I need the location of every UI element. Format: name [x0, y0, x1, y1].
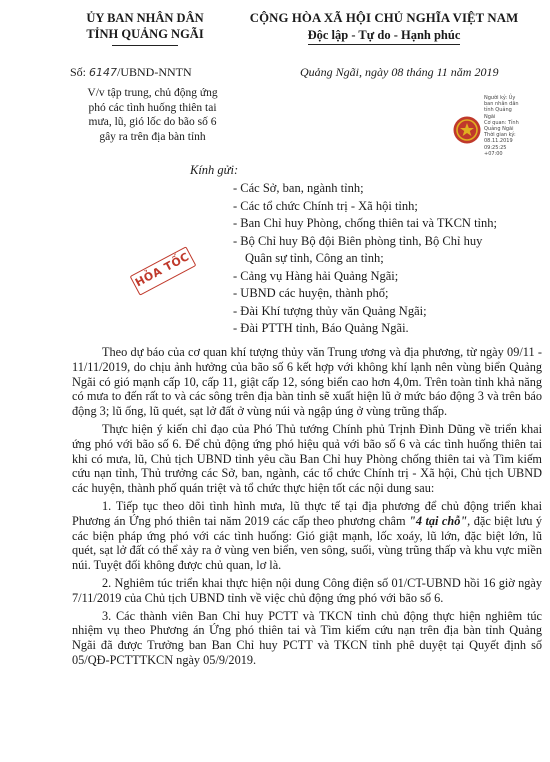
- sig-line-6: Quảng Ngãi: [484, 126, 514, 133]
- recipient-item: - Các tổ chức Chính trị - Xã hội tỉnh;: [233, 198, 418, 213]
- document-body: [72, 345, 542, 671]
- digital-signature-block: [452, 95, 547, 175]
- sig-line-5: Cơ quan: Tỉnh: [484, 119, 519, 126]
- national-heading: [228, 10, 540, 45]
- nation-title: CỘNG HÒA XÃ HỘI CHỦ NGHĨA VIỆT NAM: [249, 11, 519, 25]
- recipient-item: - Đài PTTH tỉnh, Báo Quảng Ngãi.: [233, 321, 409, 335]
- subject-summary: [70, 86, 235, 144]
- urgent-stamp-text: HỎA TỐC: [133, 250, 192, 290]
- doc-number-handwritten: 6147: [89, 66, 118, 79]
- body-paragraph-item-3: 3. Các thành viên Ban Chỉ huy PCTT và TKCN tỉnh chủ động thực hiện nghiêm túc nhiệm vụ theo Phương án Ứng phó thiên tai và Tìm kiếm cứu nạn trên địa bàn tỉnh Quảng Ngãi đã được Trưởng ban Ban Chỉ huy PCTT và TKCN tỉnh phê duyệt tại Quyết định số 05/QĐ-PCTTTKCN ngày 05/9/2019.: [72, 608, 542, 667]
- recipient-item: - Đài Khí tượng thủy văn Quảng Ngãi;: [233, 303, 427, 318]
- item-1-text-a: 1. Tiếp tục theo dõi tình hình mưa, lũ thực tế tại địa phương để chủ động triển khai Phương án Ứng phó thiên tai năm 2019 các cấp theo phương châm: [72, 498, 542, 528]
- sig-line-2: ban nhân dân: [484, 101, 519, 108]
- document-number: [70, 65, 192, 80]
- subject-line-2: phó các tình huống thiên tai: [88, 101, 217, 114]
- recipient-item-continued: Quân sự tỉnh, Công an tỉnh;: [245, 251, 384, 265]
- item-1-text-b: , đặc biệt lưu ý các biện pháp ứng phó với các tình huống: Gió giật mạnh, lốc xoáy, lũ lớn, đặc biệt lớn, lũ quét, sạt lở đất có thể xảy ra ở vùng ven biển, ven sông, suối, vùng trũng thấp và khu vực miền núi. Tuyệt đối không được chủ quan, lơ là.: [72, 513, 542, 573]
- sig-line-4: Ngãi: [484, 113, 496, 120]
- urgent-stamp: [130, 246, 197, 295]
- motto: Độc lập - Tự do - Hạnh phúc: [308, 27, 461, 45]
- seal-icon: [452, 115, 482, 145]
- issuing-agency: [70, 10, 220, 42]
- sig-line-8: 08.11.2019: [484, 138, 513, 145]
- subject-line-3: mưa, lũ, gió lốc do bão số 6: [88, 116, 217, 128]
- sig-line-1: Người ký: Ủy: [484, 95, 516, 101]
- item-1-quote: "4 tại chỗ": [409, 513, 468, 528]
- greeting: Kính gửi:: [190, 163, 239, 177]
- doc-number-prefix: Số:: [70, 65, 87, 79]
- body-paragraph-item-2: 2. Nghiêm túc triển khai thực hiện nội dung Công điện số 01/CT-UBND hồi 16 giờ ngày 7/11/2019 của Chủ tịch UBND tỉnh về việc chủ động ứng phó với bão số 6.: [72, 575, 542, 605]
- sig-line-9: 09:25:25: [484, 144, 507, 151]
- sig-line-10: +07:00: [484, 150, 503, 157]
- sig-line-3: tỉnh Quảng: [484, 107, 512, 114]
- subject-line-4: gây ra trên địa bàn tỉnh: [99, 130, 206, 143]
- subject-line-1: V/v tập trung, chủ động ứng: [87, 87, 218, 99]
- recipient-item: - Bộ Chỉ huy Bộ đội Biên phòng tỉnh, Bộ Chỉ huy: [233, 233, 483, 248]
- recipient-item: - Ban Chỉ huy Phòng, chống thiên tai và TKCN tỉnh;: [233, 216, 497, 230]
- body-paragraph-forecast: Theo dự báo của cơ quan khí tượng thủy văn Trung ương và địa phương, từ ngày 09/11 - 11/11/2019, do chịu ảnh hưởng của bão số 6 kết hợp với không khí lạnh nên vùng biển Quảng Ngãi có gió mạnh cấp 10, cấp 11, giật cấp 12, sóng biển cao hơn 4,0m. Trên toàn tỉnh khả năng có mưa to đến rất to và các sông trên địa bàn tỉnh sẽ xuất hiện lũ ở mức báo động 3 và trên báo động 3; lũ ống, lũ quét, sạt lở đất ở vùng núi và ngập úng ở vùng trũng thấp.: [72, 345, 542, 419]
- sig-line-7: Thời gian ký:: [484, 132, 516, 139]
- recipient-item: - Các Sở, ban, ngành tỉnh;: [233, 181, 364, 195]
- place-and-date: Quảng Ngãi, ngày 08 tháng 11 năm 2019: [300, 65, 499, 79]
- recipient-item: - UBND các huyện, thành phố;: [233, 286, 389, 300]
- recipient-list: [233, 180, 543, 338]
- agency-underline: [112, 45, 178, 46]
- agency-line-2: TỈNH QUẢNG NGÃI: [86, 27, 204, 41]
- agency-line-1: ỦY BAN NHÂN DÂN: [86, 11, 204, 25]
- body-paragraph-item-1: [72, 499, 542, 573]
- body-paragraph-directive: Thực hiện ý kiến chỉ đạo của Phó Thủ tướng Chính phủ Trịnh Đình Dũng về triển khai ứng phó với bão số 6. Để chủ động ứng phó hiệu quả với bão số 6 và các tình huống thiên tai khi có mưa, lũ, Chủ tịch UBND tỉnh yêu cầu Ban Chỉ huy Phòng chống thiên tai và Tìm kiếm cứu nạn tỉnh, Thủ trưởng các Sở, ban, ngành, các tổ chức Chính trị - Xã hội, Chủ tịch UBND các huyện, thành phố quán triệt và tổ chức thực hiện tốt các nội dung sau:: [72, 421, 542, 496]
- doc-number-suffix: /UBND-NNTN: [117, 65, 192, 79]
- signature-details: [484, 95, 547, 157]
- recipient-item: - Cảng vụ Hàng hải Quảng Ngãi;: [233, 268, 399, 283]
